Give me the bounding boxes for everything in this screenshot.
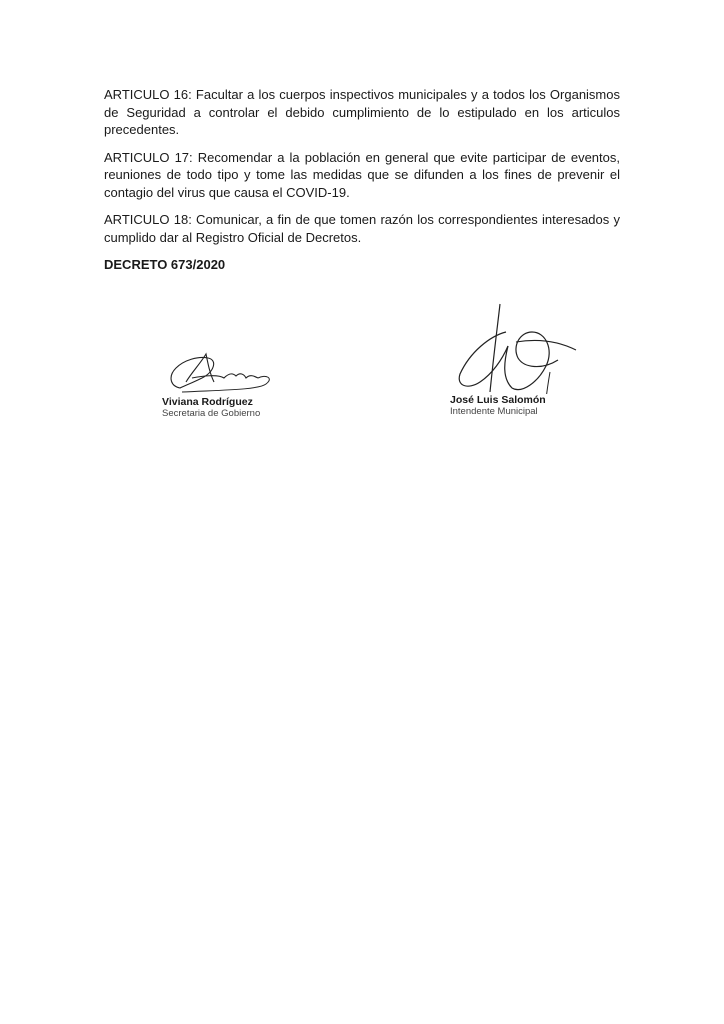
- document-body: [104, 86, 620, 273]
- signatory-role: Secretaria de Gobierno: [162, 408, 261, 419]
- handwritten-signature-salomon: [450, 302, 580, 394]
- signatory-name: José Luis Salomón: [450, 394, 546, 406]
- article-text: Comunicar, a fin de que tomen razón los correspondientes interesados y cumplido dar al Registro Oficial de Decretos.: [104, 212, 620, 245]
- article-text: Facultar a los cuerpos inspectivos municipales y a todos los Organismos de Seguridad a controlar el debido cumplimiento de lo estipulado en los articulos precedentes.: [104, 87, 620, 137]
- article-label: ARTICULO 16:: [104, 87, 192, 102]
- article-16: [104, 86, 620, 139]
- article-18: [104, 211, 620, 246]
- signature-block-secretary: [162, 348, 292, 419]
- handwritten-signature-rodriguez: [162, 348, 292, 396]
- signatory-name: Viviana Rodríguez: [162, 396, 253, 408]
- signatory-role: Intendente Municipal: [450, 406, 538, 417]
- decree-number: DECRETO 673/2020: [104, 257, 226, 272]
- signature-block-mayor: [450, 302, 580, 417]
- article-text: Recomendar a la población en general que evite participar de eventos, reuniones de todo tipo y tome las medidas que se difunden a los fines de prevenir el contagio del virus que causa el COVID-19.: [104, 149, 620, 200]
- article-label: ARTICULO 18:: [104, 212, 192, 227]
- article-label: ARTICULO 17:: [104, 149, 193, 165]
- article-17: [104, 149, 620, 202]
